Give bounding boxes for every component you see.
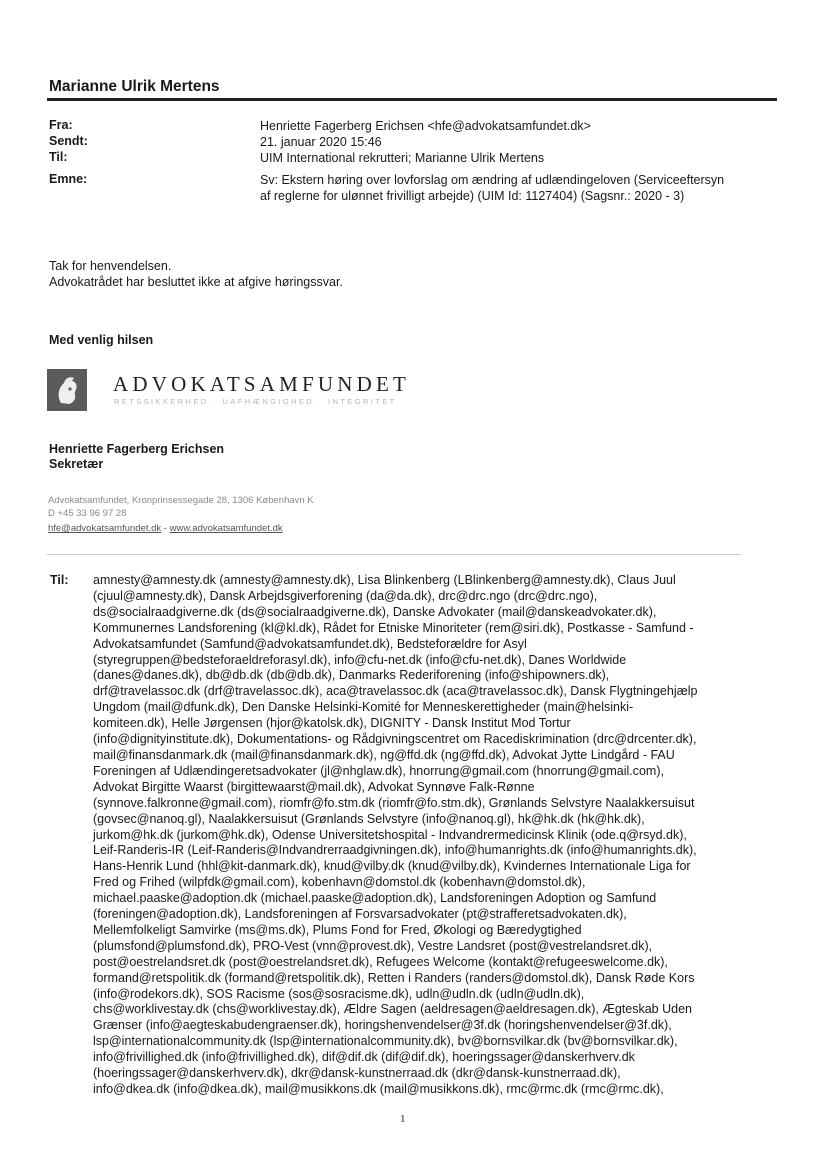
sent-value: 21. januar 2020 15:46 xyxy=(260,135,382,149)
signature-address: Advokatsamfundet, Kronprinsessegade 28, 1306 København K xyxy=(48,495,314,506)
recipients-line: lsp@internationalcommunity.dk (lsp@internationalcommunity.dk), bv@bornsvilkar.dk (bv@bornsvilkar.dk), xyxy=(93,1034,678,1049)
subject-label: Emne: xyxy=(49,172,88,186)
recipients-line: formand@retspolitik.dk (formand@retspolitik.dk), Retten i Randers (randers@domstol.dk), Dansk Røde Kors xyxy=(93,970,695,985)
recipients-line: komiteen.dk), Helle Jørgensen (hjor@katolsk.dk), DIGNITY - Dansk Institut Mod Tortur xyxy=(93,716,571,731)
recipients-line: Advokatsamfundet (Samfund@advokatsamfundet.dk), Bedsteforældre for Asyl xyxy=(93,636,527,651)
signature-email-link[interactable]: hfe@advokatsamfundet.dk xyxy=(48,523,162,534)
recipients-line: (hoeringssager@danskerhverv.dk), dkr@dansk-kunstnerraad.dk (dkr@dansk-kunstnerraad.dk), xyxy=(93,1066,621,1081)
recipients-line: Fred og Frihed (wilpfdk@gmail.com), kobenhavn@domstol.dk (kobenhavn@domstol.dk), xyxy=(93,875,586,890)
recipients-line: (cjuul@amnesty.dk), Dansk Arbejdsgiverforening (da@da.dk), drc@drc.ngo (drc@drc.ngo), xyxy=(93,588,598,603)
recipients-line: drf@travelassoc.dk (drf@travelassoc.dk), aca@travelassoc.dk (aca@travelassoc.dk), Dansk Flygtningehjælp xyxy=(93,684,698,699)
recipients-line: jurkom@hk.dk (jurkom@hk.dk), Odense Universitetshospital - Indvandrermedicinsk Klinik (ode.q@rsyd.dk), xyxy=(93,827,687,842)
logo-tagline: RETSSIKKERHED · UAFHÆNGIGHED · INTEGRITET xyxy=(114,397,397,406)
recipients-line: post@oestrelandsret.dk (post@oestrelandsret.dk), Refugees Welcome (kontakt@refugeeswelcome.dk), xyxy=(93,954,668,969)
recipients-line: Grænser (info@aegteskabudengraenser.dk), horingshenvendelser@3f.dk (horingshenvendelser@3f.dk), xyxy=(93,1018,672,1033)
to-value: UIM International rekrutteri; Marianne Ulrik Mertens xyxy=(260,151,545,165)
recipients-line: (styregruppen@bedsteforaeldreforasyl.dk), info@cfu-net.dk (info@cfu-net.dk), Danes Worldwide xyxy=(93,652,627,667)
recipients-line: Kommunernes Landsforening (kl@kl.dk), Rådet for Etniske Minoriteter (rem@siri.dk), Postkasse - Samfund - xyxy=(93,620,694,635)
signature-name: Henriette Fagerberg Erichsen xyxy=(49,442,225,456)
signature-website-link[interactable]: www.advokatsamfundet.dk xyxy=(169,523,283,534)
recipients-line: amnesty@amnesty.dk (amnesty@amnesty.dk), Lisa Blinkenberg (LBlinkenberg@amnesty.dk), Claus Juul xyxy=(93,573,676,587)
recipients-list xyxy=(93,573,783,1098)
recipients-line: (danes@danes.dk), db@db.dk (db@db.dk), Danmarks Rederiforening (info@shipowners.dk), xyxy=(93,668,610,683)
signature-role: Sekretær xyxy=(49,457,104,471)
document-owner-name: Marianne Ulrik Mertens xyxy=(49,78,220,95)
signature-contact-links xyxy=(48,523,283,534)
advokatsamfundet-logo-icon xyxy=(47,369,87,411)
recipients-line: (foreningen@adoption.dk), Landsforeningen af Forsvarsadvokater (pt@strafferetsadvokaten.dk), xyxy=(93,907,627,922)
from-value: Henriette Fagerberg Erichsen <hfe@advokatsamfundet.dk> xyxy=(260,119,591,133)
recipients-line: (synnove.falkronne@gmail.com), riomfr@fo.stm.dk (riomfr@fo.stm.dk), Grønlands Selvstyre Naalakkersuisut xyxy=(93,795,695,810)
recipients-line: info@dkea.dk (info@dkea.dk), mail@musikkons.dk (mail@musikkons.dk), rmc@rmc.dk (rmc@rmc.dk), xyxy=(93,1082,664,1096)
subject-line-1: Sv: Ekstern høring over lovforslag om ændring af udlændingeloven (Serviceeftersyn xyxy=(260,173,725,187)
recipients-line: michael.paaske@adoption.dk (michael.paaske@adoption.dk), Landsforeningen Adoption og Samfund xyxy=(93,891,657,906)
recipients-line: Ungdom (mail@dfunk.dk), Den Danske Helsinki-Komité for Menneskerettigheder (main@helsinki- xyxy=(93,700,634,715)
recipients-line: Hans-Henrik Lund (hhl@kit-danmark.dk), knud@vilby.dk (knud@vilby.dk), Kvindernes Internationale Liga for xyxy=(93,859,691,874)
page-number: 1 xyxy=(400,1113,406,1125)
logo-wordmark: ADVOKATSAMFUNDET xyxy=(113,372,411,396)
from-label: Fra: xyxy=(49,118,73,132)
recipients-line: chs@worklivestay.dk (chs@worklivestay.dk), Ældre Sagen (aeldresagen@aeldresagen.dk), Ægteskab Uden xyxy=(93,1002,692,1017)
recipients-line: Advokat Birgitte Waarst (birgittewaarst@mail.dk), Advokat Synnøve Falk-Rønne xyxy=(93,779,535,794)
recipients-line: mail@finansdanmark.dk (mail@finansdanmark.dk), ng@ffd.dk (ng@ffd.dk), Advokat Jytte Lindgård - FAU xyxy=(93,747,675,762)
recipients-line: Mellemfolkeligt Samvirke (ms@ms.dk), Plums Fond for Fred, Økologi og Bæredygtighed xyxy=(93,922,582,937)
signature-divider xyxy=(47,554,741,555)
signature-phone: D +45 33 96 97 28 xyxy=(48,508,127,519)
recipients-line: (govsec@nanoq.gl), Naalakkersuisut (Grønlands Selvstyre (info@nanoq.gl), hk@hk.dk (hk@hk.dk), xyxy=(93,811,645,826)
recipients-line: Leif-Randeris-IR (Leif-Randeris@Indvandrerraadgivningen.dk), info@humanrights.dk (info@humanrights.dk), xyxy=(93,843,697,858)
recipients-line: ds@socialraadgiverne.dk (ds@socialraadgiverne.dk), Danske Advokater (mail@danskeadvokater.dk), xyxy=(93,604,657,619)
recipients-line: info@frivillighed.dk (info@frivillighed.dk), dif@dif.dk (dif@dif.dk), hoeringssager@danskerhverv.dk xyxy=(93,1050,635,1065)
recipients-line: (info@rodekors.dk), SOS Racisme (sos@sosracisme.dk), udln@udln.dk (udln@udln.dk), xyxy=(93,986,585,1001)
recipients-label: Til: xyxy=(50,573,69,587)
greeting: Med venlig hilsen xyxy=(49,333,154,347)
body-line-2: Advokatrådet har besluttet ikke at afgive høringssvar. xyxy=(49,275,343,289)
subject-line-2: af reglerne for ulønnet frivilligt arbejde) (UIM Id: 1127404) (Sagsnr.: 2020 - 3) xyxy=(260,189,685,203)
recipients-line: (plumsfond@plumsfond.dk), PRO-Vest (vnn@provest.dk), Vestre Landsret (post@vestrelandsret.dk), xyxy=(93,938,653,953)
recipients-line: Foreningen af Udlændingeretsadvokater (jl@nhglaw.dk), hnorrung@gmail.com (hnorrung@gmail.com), xyxy=(93,763,664,778)
link-separator: - xyxy=(161,523,170,534)
sent-label: Sendt: xyxy=(49,134,88,148)
header-divider xyxy=(47,98,777,101)
recipients-line: (info@dignityinstitute.dk), Dokumentations- og Rådgivningscentret om Racediskrimination (drc@drcenter.dk), xyxy=(93,732,697,747)
to-label: Til: xyxy=(49,150,68,164)
body-line-1: Tak for henvendelsen. xyxy=(49,259,172,273)
